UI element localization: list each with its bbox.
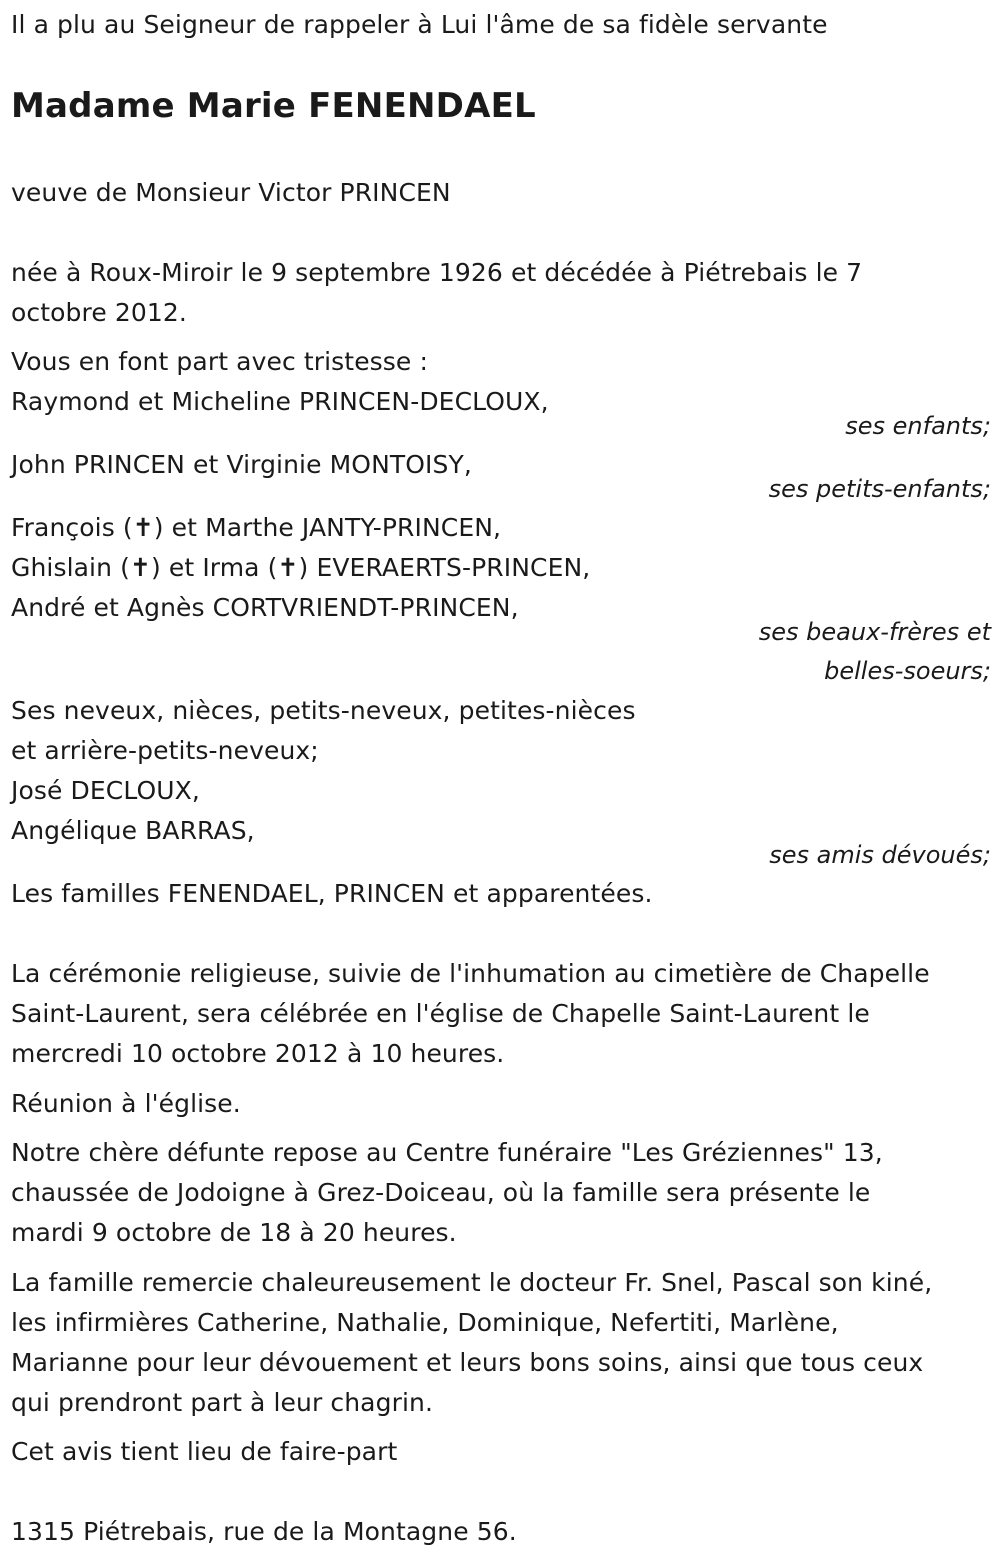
inlaw-line-1: François (✝) et Marthe JANTY-PRINCEN, (11, 513, 502, 542)
rest-line-1: Notre chère défunte repose au Centre funéraire "Les Gréziennes" 13, (11, 1138, 883, 1167)
friend-line-1: José DECLOUX, (11, 776, 200, 805)
role-friends: ses amis dévoués; (769, 841, 991, 869)
grandchildren-names: John PRINCEN et Virginie MONTOISY, (11, 450, 472, 479)
rest-line-3: mardi 9 octobre de 18 à 20 heures. (11, 1218, 457, 1247)
deceased-name: Madame Marie FENENDAEL (11, 86, 536, 126)
announcement-line: Vous en font part avec tristesse : (11, 347, 428, 376)
families-line: Les familles FENENDAEL, PRINCEN et apparentées. (11, 879, 653, 908)
intro-line: Il a plu au Seigneur de rappeler à Lui l'âme de sa fidèle servante (11, 10, 828, 39)
rest-line-2: chaussée de Jodoigne à Grez-Doiceau, où la famille sera présente le (11, 1178, 871, 1207)
birth-death-line-2: octobre 2012. (11, 298, 187, 327)
nephews-line-2: et arrière-petits-neveux; (11, 736, 319, 765)
ceremony-line-3: mercredi 10 octobre 2012 à 10 heures. (11, 1039, 505, 1068)
friend-line-2: Angélique BARRAS, (11, 816, 255, 845)
address-line: 1315 Piétrebais, rue de la Montagne 56. (11, 1517, 517, 1546)
children-names: Raymond et Micheline PRINCEN-DECLOUX, (11, 387, 549, 416)
inlaw-line-2: Ghislain (✝) et Irma (✝) EVERAERTS-PRINCEN, (11, 553, 591, 582)
inlaw-line-3: André et Agnès CORTVRIENDT-PRINCEN, (11, 593, 519, 622)
widow-line: veuve de Monsieur Victor PRINCEN (11, 178, 451, 207)
nephews-line-1: Ses neveux, nièces, petits-neveux, petites-nièces (11, 696, 636, 725)
meeting-line: Réunion à l'église. (11, 1089, 241, 1118)
closing-line: Cet avis tient lieu de faire-part (11, 1437, 398, 1466)
thanks-line-2: les infirmières Catherine, Nathalie, Dominique, Nefertiti, Marlène, (11, 1308, 839, 1337)
role-children: ses enfants; (845, 412, 991, 440)
thanks-line-1: La famille remercie chaleureusement le docteur Fr. Snel, Pascal son kiné, (11, 1268, 933, 1297)
thanks-line-4: qui prendront part à leur chagrin. (11, 1388, 433, 1417)
role-grandchildren: ses petits-enfants; (768, 475, 991, 503)
thanks-line-3: Marianne pour leur dévouement et leurs bons soins, ainsi que tous ceux (11, 1348, 924, 1377)
role-inlaws-2: belles-soeurs; (824, 657, 991, 685)
birth-death-line-1: née à Roux-Miroir le 9 septembre 1926 et décédée à Piétrebais le 7 (11, 258, 863, 287)
ceremony-line-2: Saint-Laurent, sera célébrée en l'église de Chapelle Saint-Laurent le (11, 999, 870, 1028)
role-inlaws-1: ses beaux-frères et (758, 618, 991, 646)
ceremony-line-1: La cérémonie religieuse, suivie de l'inhumation au cimetière de Chapelle (11, 959, 930, 988)
